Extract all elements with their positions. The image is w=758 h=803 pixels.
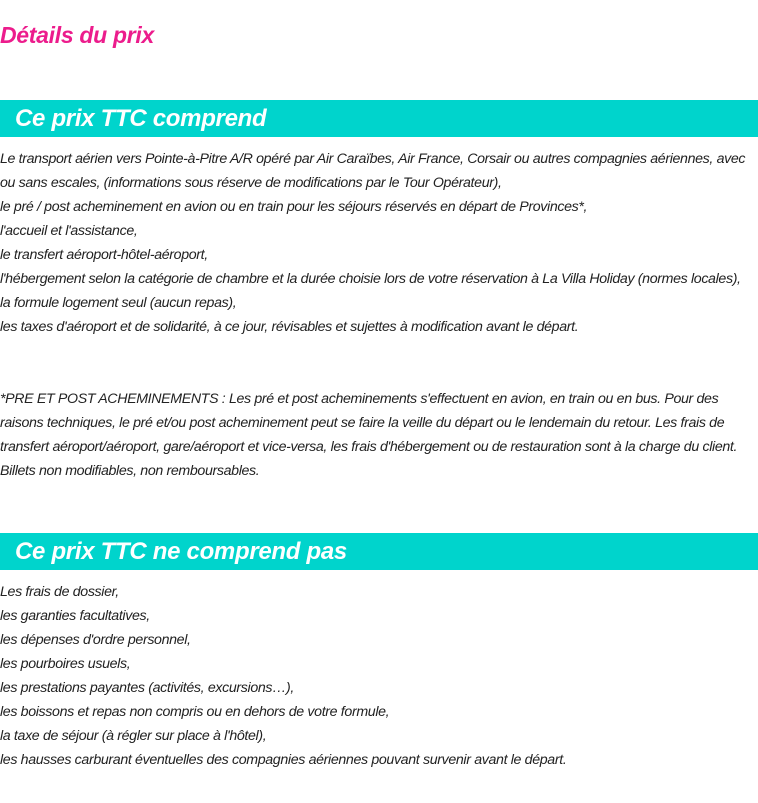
pre-post-note: *PRE ET POST ACHEMINEMENTS : Les pré et post acheminements s'effectuent en avion, en train ou en bus. Pour des raisons techniques, le pré et/ou post acheminement peut se faire la veille du départ ou le lendemain du retour. Les frais de transfert aéroport/aéroport, gare/aéroport et vice-versa, les frais d'hébergement ou de restauration sont à la charge du client. Billets non modifiables, non remboursables.	[0, 391, 738, 479]
included-item-transfer: le transfert aéroport-hôtel-aéroport,	[0, 247, 208, 263]
included-item-welcome: l'accueil et l'assistance,	[0, 223, 138, 239]
included-item-accommodation: l'hébergement selon la catégorie de chambre et la durée choisie lors de votre réservation à La Villa Holiday (normes locales),	[0, 271, 741, 287]
excluded-list	[0, 580, 758, 772]
included-item-formula: la formule logement seul (aucun repas),	[0, 295, 237, 311]
excluded-item-insurance: les garanties facultatives,	[0, 608, 150, 624]
included-item-taxes: les taxes d'aéroport et de solidarité, à ce jour, révisables et sujettes à modification avant le départ.	[0, 319, 579, 335]
excluded-item-tourist-tax: la taxe de séjour (à régler sur place à l'hôtel),	[0, 728, 267, 744]
included-note	[0, 387, 758, 483]
excluded-item-fees: Les frais de dossier,	[0, 584, 119, 600]
excluded-item-fuel: les hausses carburant éventuelles des compagnies aériennes pouvant survenir avant le départ.	[0, 752, 567, 768]
section-header-included	[0, 100, 758, 137]
excluded-item-drinks: les boissons et repas non compris ou en dehors de votre formule,	[0, 704, 390, 720]
excluded-item-tips: les pourboires usuels,	[0, 656, 131, 672]
included-item-transport: Le transport aérien vers Pointe-à-Pitre A/R opéré par Air Caraïbes, Air France, Corsair ou autres compagnies aériennes, avec ou sans escales, (informations sous réserve de modifications par le Tour Opérateur),	[0, 151, 746, 191]
page-title: Détails du prix	[0, 22, 154, 48]
included-list	[0, 147, 758, 339]
section-heading-excluded: Ce prix TTC ne comprend pas	[15, 538, 347, 565]
section-header-excluded	[0, 533, 758, 570]
excluded-item-paid-services: les prestations payantes (activités, excursions…),	[0, 680, 294, 696]
excluded-item-personal: les dépenses d'ordre personnel,	[0, 632, 191, 648]
included-item-pre-post: le pré / post acheminement en avion ou en train pour les séjours réservés en départ de Provinces*,	[0, 199, 588, 215]
section-heading-included: Ce prix TTC comprend	[15, 105, 267, 132]
